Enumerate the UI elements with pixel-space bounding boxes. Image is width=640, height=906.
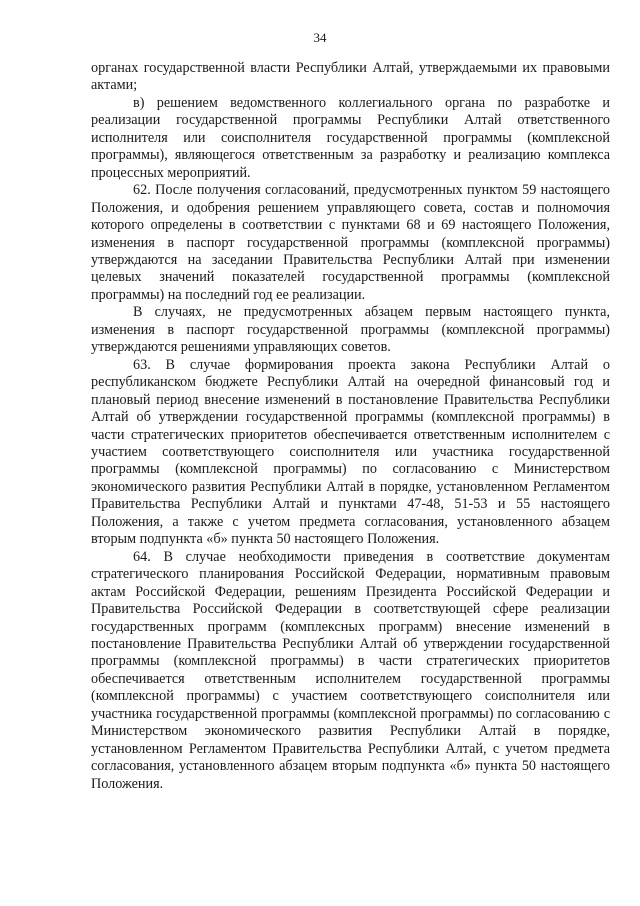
paragraph-item-64: 64. В случае необходимости приведения в соответствие документам стратегического планирования Российской Федерации, нормативным правовым актам Российской Федерации, решениям Президента Российской Федерации и Правительства Российской Федерации в соответствующей сфере реализации государственных программ (комплексных программ) внесение изменений в постановление Правительства Республики Алтай об утверждении государственной программы (комплексной программы) в части стратегических приоритетов обеспечивается ответственным исполнителем государственной программы (комплексной программы) с участием соответствующего соисполнителя или участника государственной программы (комплексной программы) по согласованию с Министерством экономического развития Республики Алтай в порядке, установленном Регламентом Правительства Республики Алтай, с учетом предмета согласования, установленного абзацем вторым подпункта «б» пункта 50 настоящего Положения. (91, 548, 610, 792)
paragraph-item-62-second: В случаях, не предусмотренных абзацем первым настоящего пункта, изменения в паспорт государственной программы (комплексной программы) утверждаются решениями управляющих советов. (91, 304, 610, 356)
paragraph-subitem-v: в) решением ведомственного коллегиального органа по разработке и реализации государственной программы Республики Алтай ответственного исполнителя или соисполнителя государственной программы (комплексной программы), являющегося ответственным за разработку и реализацию комплекса процессных мероприятий. (91, 94, 610, 181)
paragraph-continuation: органах государственной власти Республики Алтай, утверждаемыми их правовыми актами; (91, 60, 610, 94)
page-number: 34 (313, 30, 327, 45)
paragraph-item-63: 63. В случае формирования проекта закона Республики Алтай о республиканском бюджете Республики Алтай на очередной финансовый год и плановый период внесение изменений в постановление Правительства Республики Алтай об утверждении государственной программы (комплексной программы) в части стратегических приоритетов обеспечивается ответственным исполнителем с участием соответствующего соисполнителя или участника государственной программы (комплексной программы) по согласованию с Министерством экономического развития Республики Алтай в порядке, установленном Регламентом Правительства Республики Алтай и пунктами 47-48, 51-53 и 55 настоящего Положения, а также с учетом предмета согласования, установленного абзацем вторым подпункта «б» пункта 50 настоящего Положения. (91, 356, 610, 548)
paragraph-item-62: 62. После получения согласований, предусмотренных пунктом 59 настоящего Положения, и одобрения решением управляющего совета, состав и полномочия которого определены в соответствии с пунктами 68 и 69 настоящего Положения, изменения в паспорт государственной программы (комплексной программы) утверждаются на заседании Правительства Республики Алтай при изменении целевых значений показателей государственной программы (комплексной программы) на последний год ее реализации. (91, 182, 610, 303)
document-body (91, 60, 610, 793)
